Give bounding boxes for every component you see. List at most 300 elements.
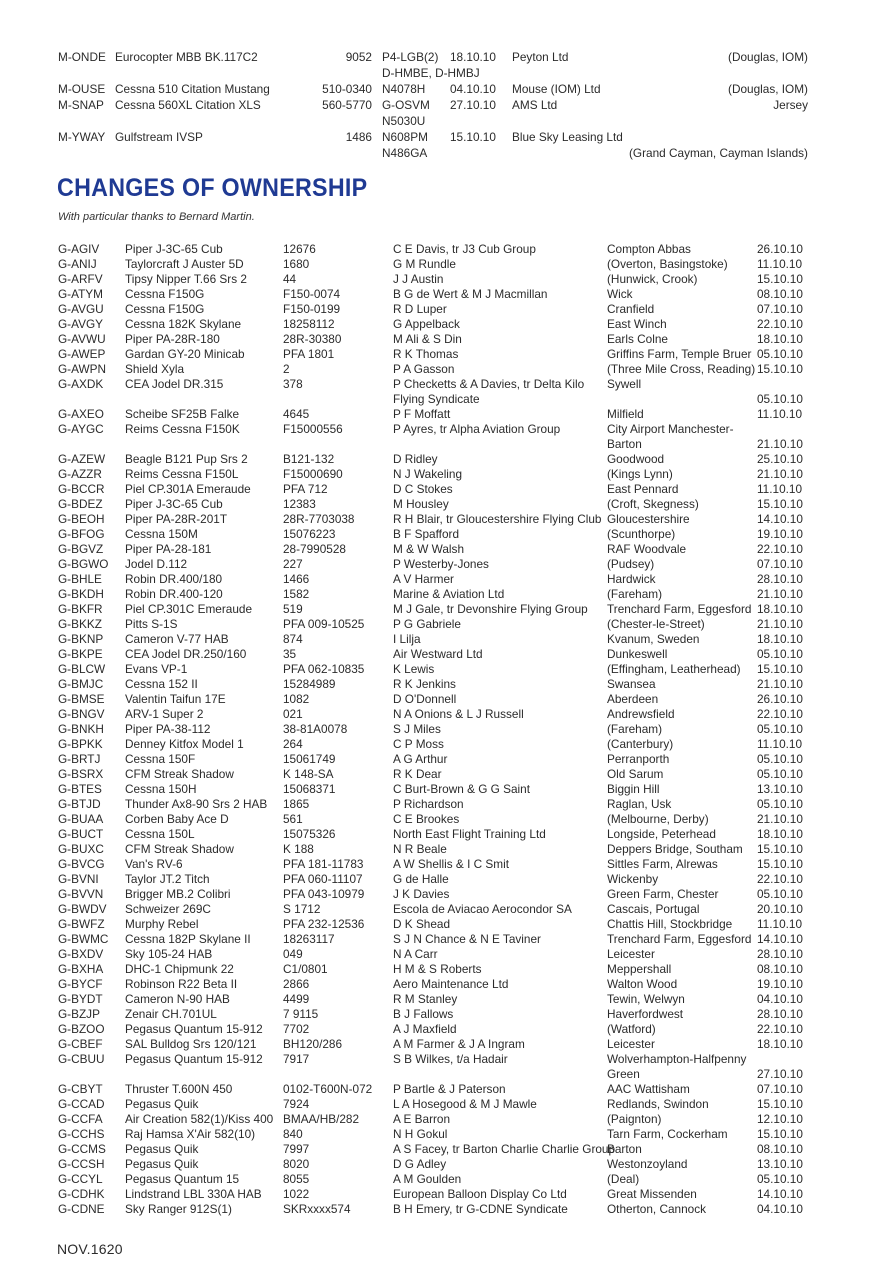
owner-location: Andrewsfield xyxy=(607,707,675,721)
aircraft-type: Schweizer 269C xyxy=(125,902,211,916)
owner-name: P Westerby-Jones xyxy=(393,557,489,571)
aircraft-type: Cessna 560XL Citation XLS xyxy=(115,98,261,112)
table-row xyxy=(58,647,808,662)
owner-name: C P Moss xyxy=(393,737,444,751)
registration: G-BFOG xyxy=(58,527,105,541)
owner-location: Compton Abbas xyxy=(607,242,691,256)
table-row xyxy=(58,542,808,557)
registration: G-AXDK xyxy=(58,377,104,391)
registration: G-BCCR xyxy=(58,482,105,496)
serial-number: PFA 181-11783 xyxy=(283,857,364,871)
owner-location: Sywell xyxy=(607,377,642,391)
serial-number: 15075326 xyxy=(283,827,336,841)
owner-location: Haverfordwest xyxy=(607,1007,684,1021)
serial-number: 38-81A0078 xyxy=(283,722,348,736)
table-row xyxy=(58,722,808,737)
aircraft-type: Lindstrand LBL 330A HAB xyxy=(125,1187,262,1201)
registration: G-CCYL xyxy=(58,1172,103,1186)
registration: G-AZEW xyxy=(58,452,106,466)
change-date: 18.10.10 xyxy=(757,632,803,646)
table-row xyxy=(58,257,808,272)
aircraft-type: Shield Xyla xyxy=(125,362,185,376)
table-row xyxy=(58,632,808,647)
serial-number: 18263117 xyxy=(283,932,335,946)
table-row xyxy=(58,377,808,407)
owner-location: Cascais, Portugal xyxy=(607,902,700,916)
aircraft-type: Piper PA-28R-180 xyxy=(125,332,220,346)
change-date: 05.10.10 xyxy=(757,347,803,361)
table-row xyxy=(58,602,808,617)
owner-location: Perranporth xyxy=(607,752,670,766)
change-date: 15.10.10 xyxy=(757,1127,803,1141)
serial-number: 7924 xyxy=(283,1097,310,1111)
table-row xyxy=(58,527,808,542)
serial-number: F150-0199 xyxy=(283,302,341,316)
owner-location: (Douglas, IOM) xyxy=(728,82,808,96)
table-row xyxy=(58,767,808,782)
table-row xyxy=(58,752,808,767)
table-row xyxy=(58,362,808,377)
table-row xyxy=(58,1187,808,1202)
table-row xyxy=(58,1052,808,1082)
change-date: 05.10.10 xyxy=(757,1172,803,1186)
registration: G-CBEF xyxy=(58,1037,103,1051)
aircraft-type: Cameron N-90 HAB xyxy=(125,992,230,1006)
owner-name: R H Blair, tr Gloucestershire Flying Club xyxy=(393,512,602,526)
registration: G-ANIJ xyxy=(58,257,97,271)
change-date: 15.10.10 xyxy=(757,362,803,376)
aircraft-type: Piel CP.301A Emeraude xyxy=(125,482,251,496)
owner-name: R K Thomas xyxy=(393,347,459,361)
owner-name: K Lewis xyxy=(393,662,435,676)
aircraft-type: Denney Kitfox Model 1 xyxy=(125,737,244,751)
owner-location: (Melbourne, Derby) xyxy=(607,812,709,826)
change-date: 19.10.10 xyxy=(757,977,803,991)
owner-location: (Paignton) xyxy=(607,1112,662,1126)
table-row xyxy=(58,302,808,317)
owner-name: A S Facey, tr Barton Charlie Charlie Group xyxy=(393,1142,616,1156)
owner-name: J J Austin xyxy=(393,272,444,286)
owner-location: (Kings Lynn) xyxy=(607,467,673,481)
table-row xyxy=(58,242,808,257)
owner-location: (Deal) xyxy=(607,1172,640,1186)
owner-location: Tewin, Welwyn xyxy=(607,992,685,1006)
table-row xyxy=(58,482,808,497)
owner-name: A J Maxfield xyxy=(393,1022,457,1036)
owner-location: Longside, Peterhead xyxy=(607,827,716,841)
table-row xyxy=(58,797,808,812)
registration: G-BNKH xyxy=(58,722,104,736)
previous-identity-2: N5030U xyxy=(382,114,426,128)
owner-location: RAF Woodvale xyxy=(607,542,687,556)
change-date: 04.10.10 xyxy=(757,1202,803,1216)
aircraft-type: Thunder Ax8-90 Srs 2 HAB xyxy=(125,797,268,811)
aircraft-type: Jodel D.112 xyxy=(125,557,188,571)
table-row xyxy=(58,512,808,527)
owner-location: (Fareham) xyxy=(607,722,663,736)
owner-location: Kvanum, Sweden xyxy=(607,632,700,646)
registration: G-AVWU xyxy=(58,332,106,346)
serial-number: 28R-30380 xyxy=(283,332,342,346)
table-row xyxy=(58,902,808,917)
change-date: 07.10.10 xyxy=(757,302,803,316)
registration: G-AGIV xyxy=(58,242,100,256)
owner-name: B G de Wert & M J Macmillan xyxy=(393,287,548,301)
aircraft-type: Cessna F150G xyxy=(125,287,205,301)
table-row xyxy=(58,452,808,467)
register-row xyxy=(58,49,808,65)
aircraft-type: Cessna 182K Skylane xyxy=(125,317,242,331)
change-date: 11.10.10 xyxy=(757,257,803,271)
owner-name: R D Luper xyxy=(393,302,447,316)
serial-number: 15061749 xyxy=(283,752,336,766)
table-row xyxy=(58,662,808,677)
owner-location: Griffins Farm, Temple Bruer xyxy=(607,347,752,361)
change-date: 28.10.10 xyxy=(757,1007,803,1021)
owner-name: I Lilja xyxy=(393,632,421,646)
serial-number: PFA 1801 xyxy=(283,347,335,361)
owner-name: European Balloon Display Co Ltd xyxy=(393,1187,567,1201)
serial-number: 44 xyxy=(283,272,297,286)
registration: G-BSRX xyxy=(58,767,104,781)
aircraft-type: Piper PA-38-112 xyxy=(125,722,211,736)
aircraft-type: Pitts S-1S xyxy=(125,617,178,631)
owner-name: C Burt-Brown & G G Saint xyxy=(393,782,531,796)
aircraft-type: Van's RV-6 xyxy=(125,857,183,871)
registration-date: 04.10.10 xyxy=(450,82,496,96)
registration: G-AWPN xyxy=(58,362,107,376)
serial-number: BH120/286 xyxy=(283,1037,343,1051)
change-date: 22.10.10 xyxy=(757,707,803,721)
change-date: 05.10.10 xyxy=(757,722,803,736)
owner-name: A E Barron xyxy=(393,1112,451,1126)
change-date: 05.10.10 xyxy=(757,887,803,901)
owner-location: Great Missenden xyxy=(607,1187,697,1201)
aircraft-type: Sky 105-24 HAB xyxy=(125,947,213,961)
aircraft-type: CFM Streak Shadow xyxy=(125,767,234,781)
change-date: 28.10.10 xyxy=(757,947,803,961)
serial-number: 1582 xyxy=(283,587,310,601)
serial-number: 7702 xyxy=(283,1022,310,1036)
registration: G-BWDV xyxy=(58,902,107,916)
serial-number: 8020 xyxy=(283,1157,310,1171)
aircraft-type: Pegasus Quik xyxy=(125,1097,199,1111)
change-date: 08.10.10 xyxy=(757,962,803,976)
owner-name: D Ridley xyxy=(393,452,438,466)
registration-date: 18.10.10 xyxy=(450,50,496,64)
serial-number: C1/0801 xyxy=(283,962,328,976)
registration: G-BTES xyxy=(58,782,102,796)
aircraft-type: Murphy Rebel xyxy=(125,917,199,931)
serial-number: 049 xyxy=(283,947,303,961)
registration: G-CBYT xyxy=(58,1082,103,1096)
table-row xyxy=(58,677,808,692)
serial-number: S 1712 xyxy=(283,902,321,916)
table-row xyxy=(58,977,808,992)
serial-number: 1865 xyxy=(283,797,310,811)
registration: G-AZZR xyxy=(58,467,102,481)
table-row xyxy=(58,422,808,452)
registration: G-CCFA xyxy=(58,1112,103,1126)
owner-name: S J Miles xyxy=(393,722,441,736)
registration: G-CDNE xyxy=(58,1202,105,1216)
owner-name: C E Brookes xyxy=(393,812,460,826)
aircraft-type: Cessna 510 Citation Mustang xyxy=(115,82,270,96)
table-row xyxy=(58,347,808,362)
change-date: 15.10.10 xyxy=(757,842,803,856)
change-date: 22.10.10 xyxy=(757,872,803,886)
registration: G-CDHK xyxy=(58,1187,105,1201)
table-row xyxy=(58,1142,808,1157)
aircraft-type: Cessna 150M xyxy=(125,527,198,541)
owner-location: Deppers Bridge, Southam xyxy=(607,842,743,856)
owner-location: Swansea xyxy=(607,677,656,691)
registration: G-BVCG xyxy=(58,857,105,871)
owner-location: Sittles Farm, Alrewas xyxy=(607,857,718,871)
serial-number: K 188 xyxy=(283,842,314,856)
registration: G-BPKK xyxy=(58,737,103,751)
registration: G-BLCW xyxy=(58,662,106,676)
registration: G-AXEO xyxy=(58,407,104,421)
registration: G-BHLE xyxy=(58,572,102,586)
aircraft-type: Cessna 152 II xyxy=(125,677,198,691)
table-row xyxy=(58,287,808,302)
owner-location: Leicester xyxy=(607,1037,655,1051)
change-date: 05.10.10 xyxy=(757,797,803,811)
registration: G-CCHS xyxy=(58,1127,105,1141)
owner-location: Trenchard Farm, Eggesford xyxy=(607,932,752,946)
registration: G-ATYM xyxy=(58,287,103,301)
aircraft-type: Robin DR.400/180 xyxy=(125,572,223,586)
table-row xyxy=(58,692,808,707)
owner-location: Tarn Farm, Cockerham xyxy=(607,1127,728,1141)
serial-number: 15076223 xyxy=(283,527,336,541)
page-footer: NOV.1620 xyxy=(57,1241,123,1257)
serial-number: 28R-7703038 xyxy=(283,512,355,526)
owner-location: Otherton, Cannock xyxy=(607,1202,707,1216)
aircraft-type: Gulfstream IVSP xyxy=(115,130,203,144)
table-row xyxy=(58,842,808,857)
owner-location: Chattis Hill, Stockbridge xyxy=(607,917,733,931)
registration: G-BGWO xyxy=(58,557,109,571)
aircraft-type: Piper PA-28R-201T xyxy=(125,512,228,526)
table-row xyxy=(58,587,808,602)
serial-number: 2 xyxy=(283,362,290,376)
owner-name: P A Gasson xyxy=(393,362,455,376)
registration: G-BXDV xyxy=(58,947,104,961)
previous-identity-2: D-HMBE, D-HMBJ xyxy=(382,66,480,80)
owner-location: Milfield xyxy=(607,407,644,421)
registration: G-AVGY xyxy=(58,317,104,331)
change-date: 15.10.10 xyxy=(757,1097,803,1111)
registration: G-BKPE xyxy=(58,647,103,661)
owner-location: Biggin Hill xyxy=(607,782,660,796)
owner-name: B H Emery, tr G-CDNE Syndicate xyxy=(393,1202,568,1216)
change-date: 22.10.10 xyxy=(757,317,803,331)
register-row-continued xyxy=(58,113,808,129)
serial-number: 4499 xyxy=(283,992,310,1006)
aircraft-type: DHC-1 Chipmunk 22 xyxy=(125,962,234,976)
change-date: 08.10.10 xyxy=(757,1142,803,1156)
aircraft-type: Cessna 150F xyxy=(125,752,196,766)
register-row-continued xyxy=(58,65,808,81)
serial-number: 9052 xyxy=(345,50,372,64)
serial-number: PFA 043-10979 xyxy=(283,887,365,901)
serial-number: PFA 062-10835 xyxy=(283,662,365,676)
aircraft-type: Pegasus Quantum 15-912 xyxy=(125,1052,263,1066)
registration: G-BEOH xyxy=(58,512,105,526)
aircraft-type: Corben Baby Ace D xyxy=(125,812,229,826)
owner-location: Trenchard Farm, Eggesford xyxy=(607,602,752,616)
serial-number: PFA 232-12536 xyxy=(283,917,365,931)
owner-name: A M Goulden xyxy=(393,1172,462,1186)
owner-name: G de Halle xyxy=(393,872,449,886)
owner-name: Blue Sky Leasing Ltd xyxy=(512,130,623,144)
owner-name: Marine & Aviation Ltd xyxy=(393,587,505,601)
serial-number: 561 xyxy=(283,812,303,826)
registration: M-ONDE xyxy=(58,50,106,64)
serial-number: F15000556 xyxy=(283,422,343,436)
serial-number: 1486 xyxy=(345,130,372,144)
owner-location: City Airport Manchester-Barton xyxy=(607,422,734,451)
serial-number: 7 9115 xyxy=(283,1007,319,1021)
change-date: 25.10.10 xyxy=(757,452,803,466)
owner-location: Jersey xyxy=(773,98,808,112)
change-date: 07.10.10 xyxy=(757,1082,803,1096)
serial-number: 12676 xyxy=(283,242,316,256)
change-date: 13.10.10 xyxy=(757,782,803,796)
change-date: 21.10.10 xyxy=(757,617,803,631)
owner-name: R M Stanley xyxy=(393,992,458,1006)
registration: G-CCSH xyxy=(58,1157,105,1171)
table-row xyxy=(58,1112,808,1127)
previous-identity: N608PM xyxy=(382,130,428,144)
aircraft-type: Thruster T.600N 450 xyxy=(125,1082,233,1096)
change-date: 15.10.10 xyxy=(757,662,803,676)
change-date: 28.10.10 xyxy=(757,572,803,586)
registration: G-AYGC xyxy=(58,422,104,436)
owner-name: B J Fallows xyxy=(393,1007,454,1021)
registration: G-BTJD xyxy=(58,797,101,811)
owner-name: AMS Ltd xyxy=(512,98,558,112)
aircraft-type: ARV-1 Super 2 xyxy=(125,707,204,721)
serial-number: F150-0074 xyxy=(283,287,341,301)
serial-number: 560-5770 xyxy=(322,98,372,112)
registration: M-OUSE xyxy=(58,82,106,96)
aircraft-type: Air Creation 582(1)/Kiss 400 xyxy=(125,1112,274,1126)
aircraft-type: CFM Streak Shadow xyxy=(125,842,234,856)
owner-name: North East Flight Training Ltd xyxy=(393,827,546,841)
aircraft-type: Piel CP.301C Emeraude xyxy=(125,602,253,616)
owner-name: N A Carr xyxy=(393,947,438,961)
serial-number: 874 xyxy=(283,632,303,646)
aircraft-type: Pegasus Quik xyxy=(125,1157,199,1171)
aircraft-type: Pegasus Quik xyxy=(125,1142,199,1156)
owner-location: (Pudsey) xyxy=(607,557,655,571)
serial-number: 8055 xyxy=(283,1172,310,1186)
owner-location: Meppershall xyxy=(607,962,672,976)
table-row xyxy=(58,272,808,287)
registration: G-BRTJ xyxy=(58,752,101,766)
serial-number: 519 xyxy=(283,602,303,616)
owner-name: D C Stokes xyxy=(393,482,453,496)
change-date: 04.10.10 xyxy=(757,992,803,1006)
table-row xyxy=(58,332,808,347)
table-row xyxy=(58,407,808,422)
owner-name: D G Adley xyxy=(393,1157,447,1171)
registration: G-CCMS xyxy=(58,1142,106,1156)
owner-location: (Grand Cayman, Cayman Islands) xyxy=(629,146,808,160)
serial-number: 264 xyxy=(283,737,303,751)
owner-location: (Watford) xyxy=(607,1022,656,1036)
serial-number: 28-7990528 xyxy=(283,542,346,556)
owner-location: Wick xyxy=(607,287,633,301)
serial-number: PFA 712 xyxy=(283,482,328,496)
owner-location: Green Farm, Chester xyxy=(607,887,719,901)
change-date: 05.10.10 xyxy=(757,647,803,661)
aircraft-type: Brigger MB.2 Colibri xyxy=(125,887,231,901)
change-date: 18.10.10 xyxy=(757,1037,803,1051)
change-date: 18.10.10 xyxy=(757,332,803,346)
table-row xyxy=(58,707,808,722)
aircraft-type: Pegasus Quantum 15-912 xyxy=(125,1022,263,1036)
owner-name: G M Rundle xyxy=(393,257,456,271)
aircraft-type: Eurocopter MBB BK.117C2 xyxy=(115,50,258,64)
registration: G-BKFR xyxy=(58,602,103,616)
owner-location: Redlands, Swindon xyxy=(607,1097,709,1111)
serial-number: PFA 009-10525 xyxy=(283,617,365,631)
registration: G-BVNI xyxy=(58,872,99,886)
serial-number: SKRxxxx574 xyxy=(283,1202,351,1216)
change-date: 21.10.10 xyxy=(757,677,803,691)
table-row xyxy=(58,827,808,842)
aircraft-type: Valentin Taifun 17E xyxy=(125,692,226,706)
serial-number: 378 xyxy=(283,377,303,391)
table-row xyxy=(58,992,808,1007)
aircraft-type: Evans VP-1 xyxy=(125,662,188,676)
serial-number: 7997 xyxy=(283,1142,310,1156)
change-date: 11.10.10 xyxy=(757,737,803,751)
serial-number: 35 xyxy=(283,647,297,661)
owner-name: P Richardson xyxy=(393,797,464,811)
owner-name: M Housley xyxy=(393,497,449,511)
owner-location: (Fareham) xyxy=(607,587,663,601)
registration: G-BYDT xyxy=(58,992,103,1006)
change-date: 15.10.10 xyxy=(757,857,803,871)
owner-location: Barton xyxy=(607,1142,642,1156)
registration: G-BVVN xyxy=(58,887,104,901)
change-date: 13.10.10 xyxy=(757,1157,803,1171)
registration: G-BUXC xyxy=(58,842,104,856)
registration-date: 27.10.10 xyxy=(450,98,496,112)
change-date: 21.10.10 xyxy=(757,467,803,481)
owner-name: A W Shellis & I C Smit xyxy=(393,857,510,871)
serial-number: 840 xyxy=(283,1127,303,1141)
register-table xyxy=(58,49,808,161)
owner-name: R K Jenkins xyxy=(393,677,456,691)
owner-location: (Overton, Basingstoke) xyxy=(607,257,728,271)
owner-name: C E Davis, tr J3 Cub Group xyxy=(393,242,536,256)
owner-location: (Croft, Skegness) xyxy=(607,497,699,511)
owner-location: Goodwood xyxy=(607,452,665,466)
owner-name: L A Hosegood & M J Mawle xyxy=(393,1097,537,1111)
owner-name: P F Moffatt xyxy=(393,407,451,421)
registration: G-CBUU xyxy=(58,1052,105,1066)
serial-number: 15284989 xyxy=(283,677,336,691)
registration: G-BYCF xyxy=(58,977,103,991)
change-date: 18.10.10 xyxy=(757,602,803,616)
change-date: 08.10.10 xyxy=(757,287,803,301)
